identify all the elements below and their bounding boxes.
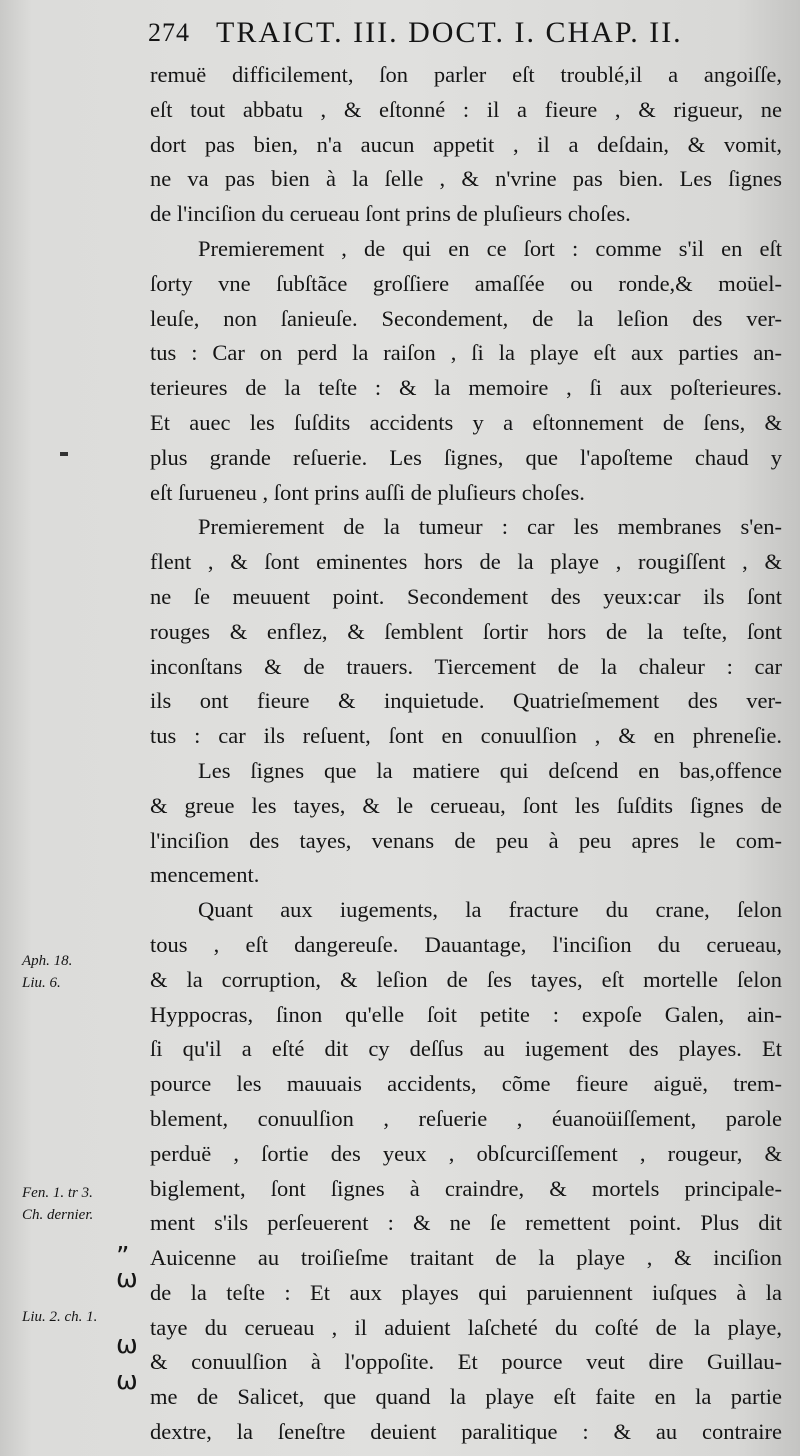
text-line: eſt tout abbatu , & eſtonné : il a fieure , & rigueur, ne xyxy=(150,96,782,122)
text-line: de la teſte : Et aux playes qui paruiennent iuſques à la xyxy=(150,1279,782,1305)
margin-note-line: Aph. 18. xyxy=(22,953,73,969)
text-line: me de Salicet, que quand la playe eſt faite en la partie xyxy=(150,1384,782,1410)
text-line: Hyppocras, ſinon qu'elle ſoit petite : expoſe Galen, ain- xyxy=(150,1001,782,1027)
running-header xyxy=(140,12,782,54)
text-line: ſorty vne ſubſtãce groſſiere amaſſée ou ronde,& moüel- xyxy=(150,270,782,296)
margin-glyph: ω xyxy=(116,1330,138,1360)
margin-note xyxy=(22,1306,152,1328)
text-line: ne ſe meuuent point. Secondement des yeux:car ils ſont xyxy=(150,583,782,609)
text-line: biglement, ſont ſignes à craindre, & mortels principale- xyxy=(150,1175,782,1201)
text-line: & conuulſion à l'oppoſite. Et pource veut dire Guillau- xyxy=(150,1349,782,1375)
margin-note-line: Liu. 2. ch. 1. xyxy=(22,1309,98,1325)
running-title: TRAICT. III. DOCT. I. CHAP. II. xyxy=(216,16,683,49)
text-line: perduë , ſortie des yeux , obſcurciſſement , rougeur, & xyxy=(150,1140,782,1166)
text-line: de l'inciſion du cerueau ſont prins de pluſieurs choſes. xyxy=(150,201,631,227)
text-line: ment s'ils perſeuerent : & ne ſe remettent point. Plus dit xyxy=(150,1210,782,1236)
text-line: remuë difficilement, ſon parler eſt troublé,il a angoiſſe, xyxy=(150,62,782,87)
text-line: plus grande reſuerie. Les ſignes, que l'apoſteme chaud y xyxy=(150,444,782,470)
text-line: ſi qu'il a eſté dit cy deſſus au iugement des playes. Et xyxy=(150,1036,782,1062)
page-number: 274 xyxy=(148,18,190,47)
text-line: l'inciſion des tayes, venans de peu à peu apres le com- xyxy=(150,827,782,853)
margin-note-line: Liu. 6. xyxy=(22,975,61,991)
text-line: Auicenne au troiſieſme traitant de la playe , & inciſion xyxy=(150,1245,782,1271)
margin-dash xyxy=(60,452,68,456)
text-line: terieures de la teſte : & la memoire , ſi aux poſterieures. xyxy=(150,375,782,401)
text-line: Premierement , de qui en ce ſort : comme s'il en eſt xyxy=(198,235,782,261)
text-line: inconſtans & de trauers. Tiercement de la chaleur : car xyxy=(150,653,782,679)
text-line: eſt ſurueneu , ſont prins auſſi de pluſieurs choſes. xyxy=(150,479,585,505)
text-line: tus : car ils reſuent, ſont en conuulſion , & en phreneſie. xyxy=(150,723,782,749)
margin-glyph: ω xyxy=(116,1264,138,1294)
text-line: ils ont fieure & inquietude. Quatrieſmement des ver- xyxy=(150,688,782,714)
text-line: tus : Car on perd la raiſon , ſi la playe eſt aux parties an- xyxy=(150,340,782,366)
text-line: dort pas bien, n'a aucun appetit , il a deſdain, & vomit, xyxy=(150,131,782,157)
text-line: Et auec les ſuſdits accidents y a eſtonnement de ſens, & xyxy=(150,409,782,435)
text-line: tous , eſt dangereuſe. Dauantage, l'inciſion du cerueau, xyxy=(150,931,782,957)
text-line: taye du cerueau , il aduient laſcheté du coſté de la playe, xyxy=(150,1314,782,1340)
margin-note xyxy=(22,950,152,994)
text-line: rouges & enflez, & ſemblent ſortir hors de la teſte, ſont xyxy=(150,618,782,644)
text-line: mencement. xyxy=(150,862,260,888)
text-line: leuſe, non ſanieuſe. Secondement, de la leſion des ver- xyxy=(150,305,782,331)
margin-note-line: Fen. 1. tr 3. xyxy=(22,1185,93,1201)
margin-glyph: ω xyxy=(116,1366,138,1396)
text-line: pource les mauuais accidents, cõme fieure aiguë, trem- xyxy=(150,1071,782,1097)
text-line: & greue les tayes, & le cerueau, ſont les ſuſdits ſignes de xyxy=(150,792,782,818)
text-line: flent , & ſont eminentes hors de la playe , rougiſſent , & xyxy=(150,549,782,575)
margin-quote-mark: ” xyxy=(116,1242,130,1272)
text-line: & la corruption, & leſion de ſes tayes, eſt mortelle ſelon xyxy=(150,966,782,992)
text-line: ne va pas bien à la ſelle , & n'vrine pas bien. Les ſignes xyxy=(150,166,782,192)
text-line: dextre, la ſeneſtre deuient paralitique : & au contraire xyxy=(150,1419,782,1445)
margin-note-line: Ch. dernier. xyxy=(22,1207,94,1223)
text-line: blement, conuulſion , reſuerie , éuanoüiſſement, parole xyxy=(150,1105,782,1131)
margin-note xyxy=(22,1182,152,1226)
text-line: Quant aux iugements, la fracture du crane, ſelon xyxy=(198,897,782,923)
text-line: Les ſignes que la matiere qui deſcend en bas,offence xyxy=(198,757,782,783)
text-line: Premierement de la tumeur : car les membranes s'en- xyxy=(198,514,782,540)
text-block xyxy=(150,58,782,1450)
